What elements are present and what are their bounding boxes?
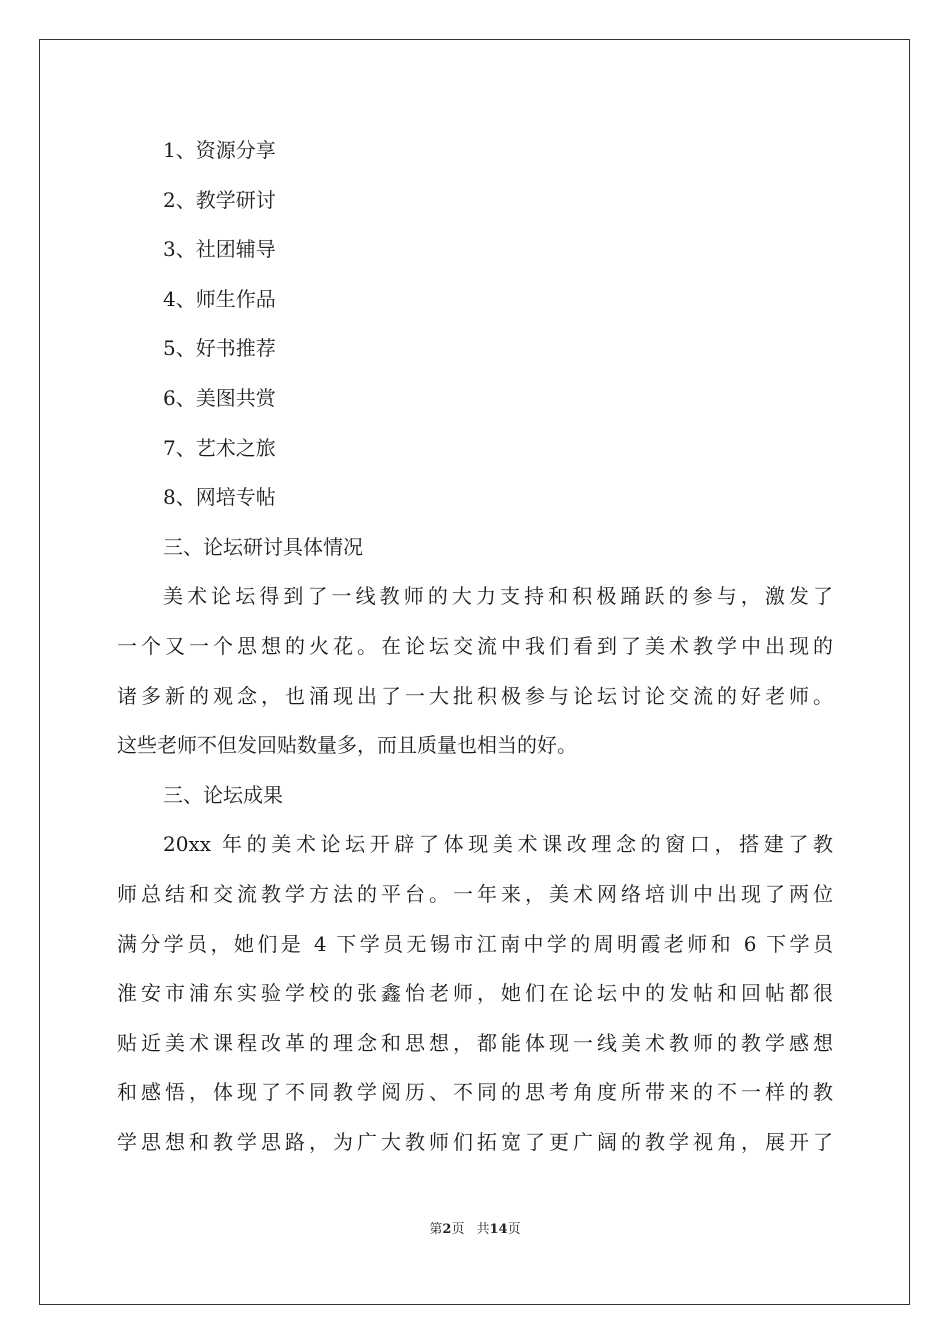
paragraph-line: 20xx 年的美术论坛开辟了体现美术课改理念的窗口，搭建了教	[163, 832, 833, 857]
list-item: 8、网培专帖	[163, 485, 276, 510]
paragraph-line: 诸多新的观念，也涌现出了一大批积极参与论坛讨论交流的好老师。	[117, 683, 833, 708]
list-item: 5、好书推荐	[163, 336, 276, 361]
page-suffix: 页	[451, 1222, 465, 1237]
section-heading-results: 三、论坛成果	[163, 782, 283, 807]
paragraph-forum	[117, 572, 833, 770]
page-footer	[0, 1218, 950, 1237]
list-item: 2、教学研讨	[163, 187, 276, 212]
list-item: 7、艺术之旅	[163, 435, 276, 460]
section-heading-forum: 三、论坛研讨具体情况	[163, 534, 363, 559]
paragraph-line: 淮安市浦东实验学校的张鑫怡老师，她们在论坛中的发帖和回帖都很	[117, 981, 833, 1006]
paragraph-line: 满分学员，她们是 4 下学员无锡市江南中学的周明霞老师和 6 下学员	[117, 931, 833, 956]
paragraph-line: 和感悟，体现了不同教学阅历、不同的思考角度所带来的不一样的教	[117, 1080, 833, 1105]
paragraph-line: 师总结和交流教学方法的平台。一年来，美术网络培训中出现了两位	[117, 881, 833, 906]
paragraph-line: 这些老师不但发回贴数量多，而且质量也相当的好。	[117, 733, 577, 758]
document-body	[117, 126, 833, 1167]
list-item: 4、师生作品	[163, 286, 276, 311]
page-number: 2	[442, 1222, 452, 1237]
paragraph-line: 学思想和教学思路，为广大教师们拓宽了更广阔的教学视角，展开了	[117, 1129, 833, 1154]
paragraph-line: 美术论坛得到了一线教师的大力支持和积极踊跃的参与，激发了	[163, 584, 833, 609]
page-prefix: 第	[429, 1222, 443, 1237]
list-item: 6、美图共赏	[163, 385, 276, 410]
total-suffix: 页	[507, 1222, 521, 1237]
paragraph-line: 一个又一个思想的火花。在论坛交流中我们看到了美术教学中出现的	[117, 633, 833, 658]
total-pages: 14	[489, 1222, 508, 1237]
paragraph-line: 贴近美术课程改革的理念和思想，都能体现一线美术教师的教学感想	[117, 1030, 833, 1055]
list-item: 1、资源分享	[163, 138, 276, 162]
paragraph-results	[117, 820, 833, 1167]
total-prefix: 共	[476, 1222, 490, 1237]
list-item: 3、社团辅导	[163, 237, 276, 262]
